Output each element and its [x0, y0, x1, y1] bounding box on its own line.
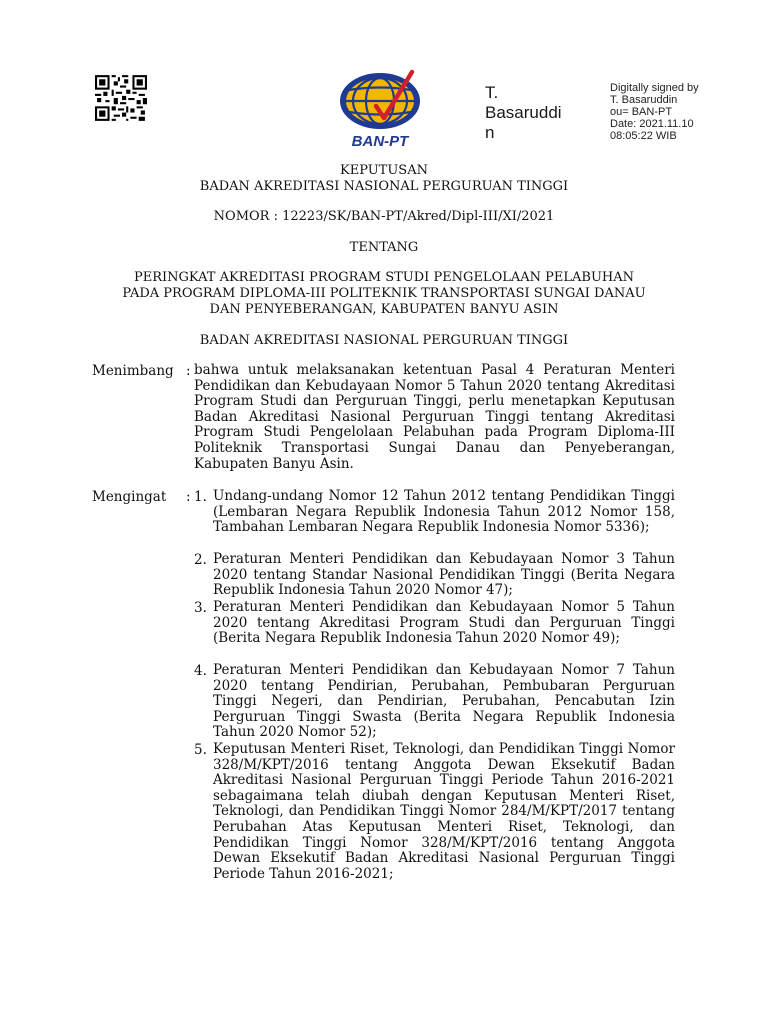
list-item: Peraturan Menteri Pendidikan dan Kebudayaan Nomor 7 Tahun 2020 tentang Pendirian, Perubahan, Pembubaran Perguruan Tinggi Negeri, dan Pendirian, Perubahan, Pencabutan Izin Perguruan Tinggi Swasta (Berita Negara Republik Indonesia Tahun 2020 Nomor 52); — [213, 662, 675, 741]
subject-line: DAN PENYEBERANGAN, KABUPATEN BANYU ASIN — [209, 302, 559, 317]
subject-line: PERINGKAT AKREDITASI PROGRAM STUDI PENGELOLAAN PELABUHAN — [133, 270, 635, 285]
menimbang-label: Menimbang — [92, 363, 174, 379]
menimbang-colon: : — [186, 363, 191, 379]
list-item-number: 2. — [194, 552, 207, 568]
signer-name: T. Basaruddi n — [485, 83, 562, 142]
logo-text: BAN-PT — [351, 133, 409, 150]
list-item: Keputusan Menteri Riset, Teknologi, dan Pendidikan Tinggi Nomor 328/M/KPT/2016 tentang Anggota Dewan Eksekutif Badan Akreditasi Nasional Perguruan Tinggi Periode Tahun 2016-2021 sebagaimana telah diubah dengan Keputusan Menteri Riset, Teknologi, dan Pendidikan Tinggi Nomor 284/M/KPT/2017 tentang Perubahan Atas Keputusan Menteri Riset, Teknologi, dan Pendidikan Tinggi Nomor 328/M/KPT/2016 tentang Anggota Dewan Eksekutif Badan Akreditasi Nasional Perguruan Tinggi Periode Tahun 2016-2021; — [213, 741, 675, 882]
list-item: Peraturan Menteri Pendidikan dan Kebudayaan Nomor 5 Tahun 2020 tentang Akreditasi Program Studi dan Perguruan Tinggi (Berita Negara Republik Indonesia Tahun 2020 Nomor 49); — [213, 599, 675, 647]
list-item-number: 4. — [194, 663, 207, 679]
subject-line: PADA PROGRAM DIPLOMA-III POLITEKNIK TRANSPORTASI SUNGAI DANAU — [122, 286, 646, 301]
menimbang-text: bahwa untuk melaksanakan ketentuan Pasal 4 Peraturan Menteri Pendidikan dan Kebudayaan Nomor 5 Tahun 2020 tentang Akreditasi Program Studi dan Perguruan Tinggi, perlu menetapkan Keputusan Badan Akreditasi Nasional Perguruan Tinggi tentang Akreditasi Program Studi Pengelolaan Pelabuhan pada Program Diploma-III Politeknik Transportasi Sungai Danau dan Penyeberangan, Kabupaten Banyu Asin. — [194, 362, 675, 472]
mengingat-label: Mengingat — [92, 489, 167, 505]
signature-line: Digitally signed by — [610, 82, 699, 94]
issuer-name: BADAN AKREDITASI NASIONAL PERGURUAN TINGGI — [199, 333, 569, 348]
mengingat-colon: : — [186, 489, 191, 505]
signature-line: T. Basaruddin — [610, 94, 678, 106]
issuer-heading: BADAN AKREDITASI NASIONAL PERGURUAN TINGGI — [199, 179, 569, 194]
signature-line: 08:05:22 WIB — [610, 130, 677, 142]
list-item-number: 3. — [194, 600, 207, 616]
list-item: Undang-undang Nomor 12 Tahun 2012 tentang Pendidikan Tinggi (Lembaran Negara Republik Indonesia Tahun 2012 Nomor 158, Tambahan Lembaran Negara Republik Indonesia Nomor 5336); — [213, 488, 675, 536]
signature-line: Date: 2021.11.10 — [610, 118, 694, 130]
tentang-heading: TENTANG — [349, 240, 419, 255]
qr-code-icon — [95, 75, 147, 121]
ban-pt-logo-icon — [318, 66, 446, 158]
digital-signature — [610, 82, 760, 142]
decree-number: NOMOR : 12223/SK/BAN-PT/Akred/Dipl-III/XI/2021 — [213, 209, 555, 224]
list-item-number: 1. — [194, 489, 207, 505]
document-type: KEPUTUSAN — [340, 163, 428, 178]
list-item: Peraturan Menteri Pendidikan dan Kebudayaan Nomor 3 Tahun 2020 tentang Standar Nasional Pendidikan Tinggi (Berita Negara Republik Indonesia Tahun 2020 Nomor 47); — [213, 551, 675, 599]
list-item-number: 5. — [194, 742, 207, 758]
signature-line: ou= BAN-PT — [610, 106, 673, 118]
